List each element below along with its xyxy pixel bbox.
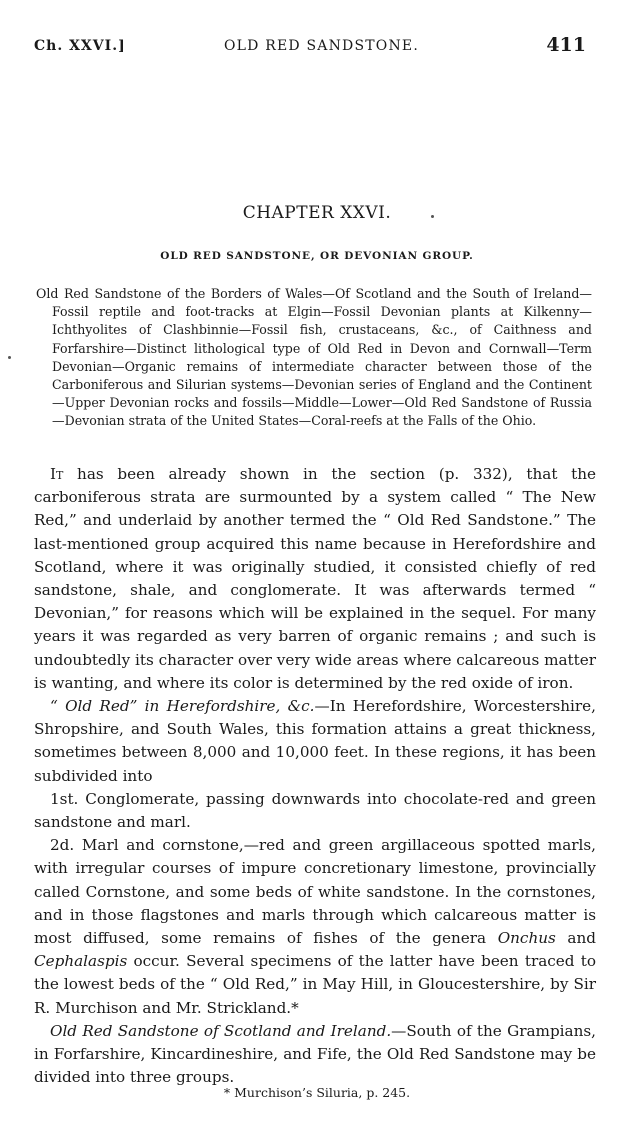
section-heading: Old Red Sandstone of Scotland and Ireland. (50, 1021, 392, 1040)
paragraph-conglomerate: 1st. Conglomerate, passing downwards into chocolate-red and green sandstone and marl. (34, 789, 596, 832)
chapter-summary (36, 285, 592, 431)
running-title: OLD RED SANDSTONE. (224, 38, 419, 54)
running-head (34, 34, 586, 62)
paragraph-marl (34, 834, 596, 1020)
page-number: 411 (546, 34, 586, 56)
genus-name: Onchus (497, 929, 556, 948)
genus-name: Cephalaspis (34, 952, 128, 971)
paragraph-herefordshire (34, 695, 596, 788)
chapter-subtitle: OLD RED SANDSTONE, OR DEVONIAN GROUP. (160, 250, 474, 262)
paragraph-intro (34, 463, 596, 695)
paragraph-intro-text: has been already shown in the section (p. 332), that the carboniferous strata are surmounted by a system called “ The New Red,” and underlaid by another termed the “ Old Red Sandstone.” The last-mentioned group acquired this name because in Herefordshire and Scotland, where it was originally studied, it consisted chiefly of red sandstone, shale, and conglomerate. It was afterwards termed “ Devonian,” for reasons which will be explained in the sequel. For many years it was regarded as very barren of organic remains ; and such is undoubtedly its character over very wide areas where calcareous matter is wanting, and where its color is determined by the red oxide of iron. (34, 465, 596, 692)
paragraph-marl-text: and (555, 929, 596, 948)
chapter-reference: Ch. XXVI.] (34, 38, 126, 54)
footnote: * Murchison’s Siluria, p. 245. (223, 1085, 411, 1100)
paragraph-herefordshire-text: —In Herefordshire, Worcestershire, Shropshire, and South Wales, this formation attains a great thickness, sometimes between 8,000 and 10,000 feet. In these regions, it has been subdivided into (34, 697, 596, 785)
print-speck (8, 356, 11, 359)
section-heading: “ Old Red” in Herefordshire, &c. (50, 697, 315, 716)
paragraph-scotland-text: —South of the Grampians, in Forfarshire, Kincardineshire, and Fife, the Old Red Sandstone may be divided into three groups. (34, 1021, 596, 1087)
drop-word: It (50, 465, 64, 483)
body-text (34, 463, 596, 1089)
paragraph-scotland (34, 1020, 596, 1090)
paragraph-marl-text: 2d. Marl and cornstone,—red and green argillaceous spotted marls, with irregular courses of impure concretionary limestone, provincially called Cornstone, and some beds of white sandstone. In the cornstones, and in those flagstones and marls through which calcareous matter is most diffused, some remains of fishes of the genera (34, 836, 596, 948)
paragraph-marl-text: occur. Several specimens of the latter have been traced to the lowest beds of the “ Old Red,” in May Hill, in Gloucestershire, by Sir R. Murchison and Mr. Strickland.* (34, 952, 596, 1017)
chapter-title: CHAPTER XXVI. (242, 203, 392, 223)
summary-text: Old Red Sandstone of the Borders of Wales—Of Scotland and the South of Ireland—Fossil reptile and foot-tracks at Elgin—Fossil Devonian plants at Kilkenny—Ichthyolites of Clashbinnie—Fossil fish, crustaceans, &c., of Caithness and Forfarshire—Distinct lithological type of Old Red in Devon and Cornwall—Term Devonian—Organic remains of intermediate character between those of the Carboniferous and Silurian systems—Devonian series of England and the Continent—Upper Devonian rocks and fossils—Middle—Lower—Old Red Sandstone of Russia—Devonian strata of the United States—Coral-reefs at the Falls of the Ohio. (36, 286, 592, 429)
